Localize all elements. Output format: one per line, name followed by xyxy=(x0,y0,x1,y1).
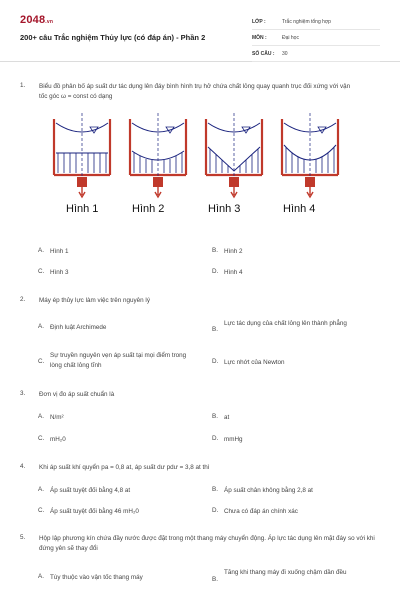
question-text: Máy ép thủy lực làm việc trên nguyên lý xyxy=(39,297,150,304)
meta-key: MÔN : xyxy=(252,34,267,41)
page-header xyxy=(0,0,400,62)
option-text: Áp suất chân không bằng 2,8 at xyxy=(224,487,313,494)
figure-label-4: Hình 4 xyxy=(283,203,316,215)
option-letter: B. xyxy=(212,326,218,333)
option-text: mmHg xyxy=(224,436,243,443)
option-letter: B. xyxy=(212,413,218,420)
option-text: Hình 4 xyxy=(224,269,243,276)
option-letter: D. xyxy=(212,358,219,365)
option-text: Lực tác dụng của chất lỏng lên thành phẳng xyxy=(224,320,347,327)
question-number: 2. xyxy=(20,296,26,303)
question-text: Đơn vị đo áp suất chuẩn là xyxy=(39,391,115,398)
figure-label-1: Hình 1 xyxy=(66,203,99,215)
vessel-diagram-3 xyxy=(206,113,262,197)
question-text: Biểu đồ phân bố áp suất dư tác dụng lên đáy bình hình trụ hở chứa chất lỏng quay quanh trục đối xứng với vận tốc góc ω = const có dạng xyxy=(39,83,351,100)
question-text: Hộp lập phương kín chứa đầy nước được đặt trong một thang máy chuyển động. Áp lực tác dụng lên mặt đáy so với khi đứng yên sẽ thay đổi xyxy=(39,535,375,552)
option-text: at xyxy=(224,414,230,421)
option-text: Tùy thuộc vào vận tốc thang máy xyxy=(50,574,143,581)
question-number: 1. xyxy=(20,82,26,89)
option-letter: D. xyxy=(212,435,219,442)
question-number: 4. xyxy=(20,463,26,470)
option-text: Tăng khi thang máy đi xuống chậm dần đều xyxy=(224,569,347,576)
option-letter: A. xyxy=(38,573,44,580)
option-text: Hình 3 xyxy=(50,269,69,276)
meta-key: LỚP : xyxy=(252,18,266,25)
question-number: 5. xyxy=(20,534,26,541)
meta-value: 30 xyxy=(282,50,288,57)
option-letter: C. xyxy=(38,358,45,365)
document-title: 200+ câu Trắc nghiệm Thủy lực (có đáp án) - Phần 2 xyxy=(20,33,206,42)
site-logo[interactable] xyxy=(20,14,53,26)
option-letter: A. xyxy=(38,247,44,254)
option-text: Áp suất tuyệt đối bằng 4,8 at xyxy=(50,487,131,494)
option-letter: B. xyxy=(212,486,218,493)
vessel-diagram-4 xyxy=(282,113,338,197)
option-letter: C. xyxy=(38,507,45,514)
pressure-diagram-figure xyxy=(44,113,344,225)
meta-table xyxy=(252,14,380,62)
question-number: 3. xyxy=(20,390,26,397)
option-letter: B. xyxy=(212,247,218,254)
vessel-diagram-2 xyxy=(130,113,186,197)
figure-label-3: Hình 3 xyxy=(208,203,241,215)
option-letter: A. xyxy=(38,486,44,493)
option-text: Hình 1 xyxy=(50,248,69,255)
question-text: Khi áp suất khí quyển pa = 0,8 at, áp suất dư pdư = 3,8 at thì xyxy=(39,464,210,471)
meta-row-class xyxy=(252,14,380,30)
option-text: Hình 2 xyxy=(224,248,243,255)
option-text: mH₂0 xyxy=(50,436,66,443)
logo-suffix: .vn xyxy=(45,19,54,25)
option-letter: C. xyxy=(38,268,45,275)
meta-row-count xyxy=(252,46,380,62)
option-text: Áp suất tuyệt đối bằng 46 mH₂0 xyxy=(50,508,139,515)
logo-main: 2048 xyxy=(20,14,46,26)
option-letter: A. xyxy=(38,323,44,330)
option-letter: C. xyxy=(38,435,45,442)
option-text: Lực nhớt của Newton xyxy=(224,359,285,366)
option-letter: D. xyxy=(212,268,219,275)
option-letter: D. xyxy=(212,507,219,514)
vessel-diagram-1 xyxy=(54,113,110,197)
meta-row-subject xyxy=(252,30,380,46)
option-text: Định luật Archimede xyxy=(50,324,107,331)
figure-label-2: Hình 2 xyxy=(132,203,165,215)
option-text: N/m² xyxy=(50,414,64,421)
meta-value: Trắc nghiệm tổng hợp xyxy=(282,18,331,25)
option-letter: B. xyxy=(212,576,218,583)
option-text: Chưa có đáp án chính xác xyxy=(224,508,298,515)
option-letter: A. xyxy=(38,413,44,420)
meta-key: SỐ CÂU : xyxy=(252,50,275,57)
option-text: Sự truyền nguyên vẹn áp suất tại mọi điểm trong lòng chất lỏng tĩnh xyxy=(50,352,187,369)
meta-value: Đại học xyxy=(282,34,299,41)
